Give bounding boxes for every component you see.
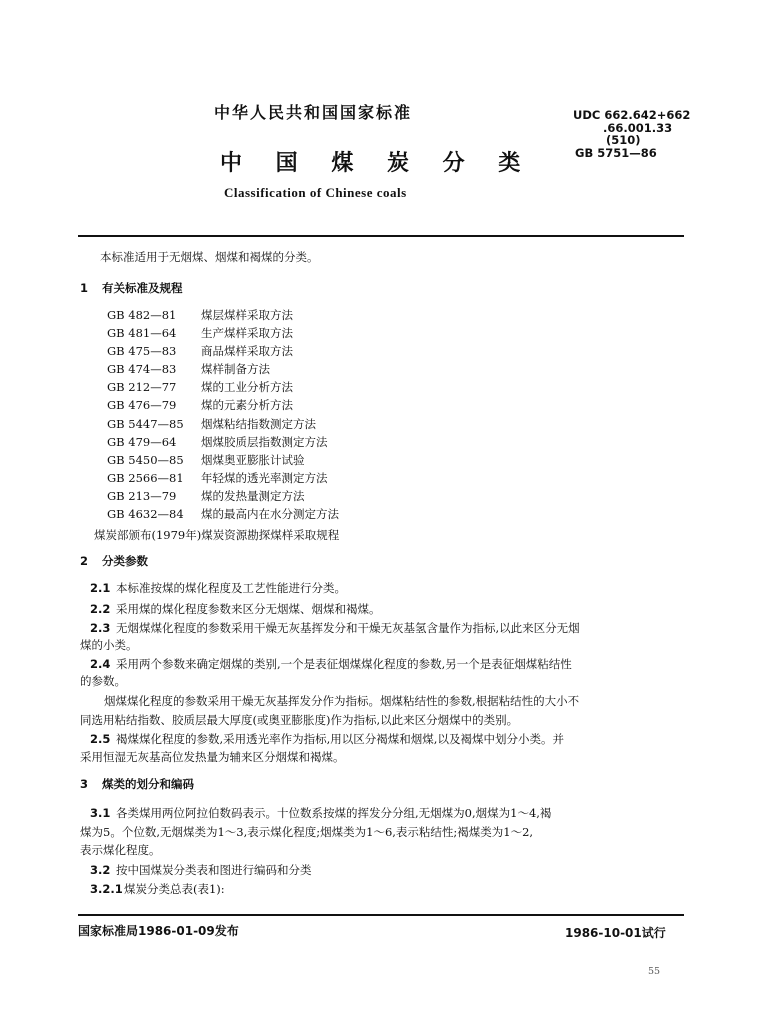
clause-2-5-cont: 采用恒湿无灰基高位发热量为辅来区分烟煤和褐煤。: [80, 750, 345, 764]
section-1-heading: [80, 280, 183, 296]
reference-item: [107, 487, 339, 505]
clause-number: 3.2: [90, 863, 111, 877]
section-title: 有关标准及规程: [102, 281, 183, 295]
clause-2-1: [90, 580, 346, 596]
issue-date: 国家标准局1986-01-09发布: [78, 924, 239, 938]
reference-title: 煤层煤样采取方法: [201, 308, 293, 322]
reference-title: 年轻煤的透光率测定方法: [201, 470, 328, 485]
clause-3-1-cont: 煤为5。个位数,无烟煤类为1～3,表示煤化程度;烟煤类为1～6,表示粘结性;褐煤类为1～2,: [80, 825, 534, 839]
clause-2-3: [90, 620, 580, 636]
clause-2-5: [90, 731, 564, 747]
section-number: 2: [80, 554, 89, 568]
clause-2-4-para: 烟煤煤化程度的参数采用干燥无灰基挥发分作为指标。烟煤粘结性的参数,根据粘结性的大小不: [104, 694, 580, 708]
clause-text: 采用煤的煤化程度参数来区分无烟煤、烟煤和褐煤。: [116, 602, 381, 616]
clause-2-4-para-cont: 同选用粘结指数、胶质层最大厚度(或奥亚膨胀度)作为指标,以此来区分烟煤中的类别。: [80, 713, 519, 727]
reference-title: 煤样制备方法: [201, 362, 270, 377]
reference-code: GB 5447—85: [107, 416, 184, 431]
udc-line-2: .66.001.33: [603, 121, 673, 135]
clause-3-2-1: [90, 881, 225, 897]
reference-item: [107, 306, 339, 324]
clause-number: 2.4: [90, 657, 111, 671]
clause-number: 2.1: [90, 581, 111, 595]
clause-2-3-cont: 煤的小类。: [80, 638, 138, 652]
reference-item: [107, 342, 339, 360]
udc-line-3: (510): [606, 133, 641, 147]
extra-reference: 煤炭部颁布(1979年)煤炭资源勘探煤样采取规程: [94, 528, 340, 542]
reference-item: [107, 433, 339, 451]
footer-divider: [78, 914, 684, 916]
reference-item: [107, 396, 339, 414]
reference-title: 烟煤粘结指数测定方法: [201, 416, 316, 431]
header-divider: [78, 235, 684, 237]
clause-text: 煤炭分类总表(表1):: [124, 882, 225, 896]
reference-title: 煤的工业分析方法: [201, 380, 293, 395]
reference-item: [107, 360, 339, 378]
document-title-english: Classification of Chinese coals: [224, 185, 407, 200]
scope-statement: 本标准适用于无烟煤、烟煤和褐煤的分类。: [100, 250, 319, 264]
reference-title: 煤的元素分析方法: [201, 398, 293, 413]
reference-item: [107, 505, 339, 523]
reference-item: [107, 378, 339, 396]
reference-code: GB 4632—84: [107, 507, 184, 522]
section-title: 煤类的划分和编码: [102, 777, 194, 791]
clause-3-2: [90, 862, 312, 878]
reference-title: 商品煤样采取方法: [201, 344, 293, 359]
reference-title: 生产煤样采取方法: [201, 326, 293, 341]
reference-code: GB 482—81: [107, 308, 177, 322]
reference-code: GB 474—83: [107, 362, 177, 377]
document-title: 中 国 煤 炭 分 类: [220, 151, 534, 176]
reference-item: [107, 415, 339, 433]
clause-3-1-cont-2: 表示煤化程度。: [80, 843, 161, 857]
clause-number: 2.3: [90, 621, 111, 635]
clause-2-4: [90, 656, 572, 672]
reference-title: 煤的最高内在水分测定方法: [201, 507, 339, 522]
clause-number: 2.5: [90, 732, 111, 746]
clause-number: 3.2.1: [90, 882, 123, 896]
section-number: 1: [80, 281, 89, 295]
clause-text: 无烟煤煤化程度的参数采用干燥无灰基挥发分和干燥无灰基氢含量作为指标,以此来区分无烟: [116, 621, 580, 635]
clause-text: 按中国煤炭分类表和图进行编码和分类: [116, 863, 312, 877]
udc-line-1: UDC 662.642+662: [573, 108, 691, 122]
section-title: 分类参数: [102, 554, 148, 568]
clause-2-2: [90, 601, 381, 617]
clause-number: 2.2: [90, 602, 111, 616]
clause-number: 3.1: [90, 806, 111, 820]
reference-code: GB 2566—81: [107, 470, 184, 485]
reference-code: GB 479—64: [107, 434, 177, 449]
reference-item: [107, 324, 339, 342]
reference-list: [107, 306, 339, 523]
reference-item: [107, 451, 339, 469]
reference-title: 烟煤胶质层指数测定方法: [201, 434, 328, 449]
reference-code: GB 5450—85: [107, 452, 184, 467]
page-number: 55: [648, 966, 661, 977]
reference-code: GB 212—77: [107, 380, 177, 395]
issuing-authority: 中华人民共和国国家标准: [214, 103, 413, 122]
clause-text: 本标准按煤的煤化程度及工艺性能进行分类。: [116, 581, 346, 595]
reference-title: 烟煤奥亚膨胀计试验: [201, 452, 305, 467]
clause-text: 褐煤煤化程度的参数,采用透光率作为指标,用以区分褐煤和烟煤,以及褐煤中划分小类。并: [116, 732, 564, 746]
clause-text: 各类煤用两位阿拉伯数码表示。十位数系按煤的挥发分分组,无烟煤为0,烟煤为1～4,褐: [116, 806, 552, 820]
reference-code: GB 481—64: [107, 326, 177, 341]
standard-number: GB 5751—86: [575, 146, 657, 160]
section-2-heading: [80, 553, 148, 569]
reference-title: 煤的发热量测定方法: [201, 488, 305, 503]
section-number: 3: [80, 777, 89, 791]
clause-text: 采用两个参数来确定烟煤的类别,一个是表征烟煤煤化程度的参数,另一个是表征烟煤粘结性: [116, 657, 572, 671]
section-3-heading: [80, 776, 194, 792]
clause-3-1: [90, 805, 551, 821]
reference-code: GB 213—79: [107, 488, 177, 503]
reference-code: GB 476—79: [107, 398, 177, 413]
reference-item: [107, 469, 339, 487]
reference-code: GB 475—83: [107, 344, 177, 359]
effective-date: 1986-10-01试行: [565, 926, 666, 940]
clause-2-4-cont: 的参数。: [80, 674, 126, 688]
